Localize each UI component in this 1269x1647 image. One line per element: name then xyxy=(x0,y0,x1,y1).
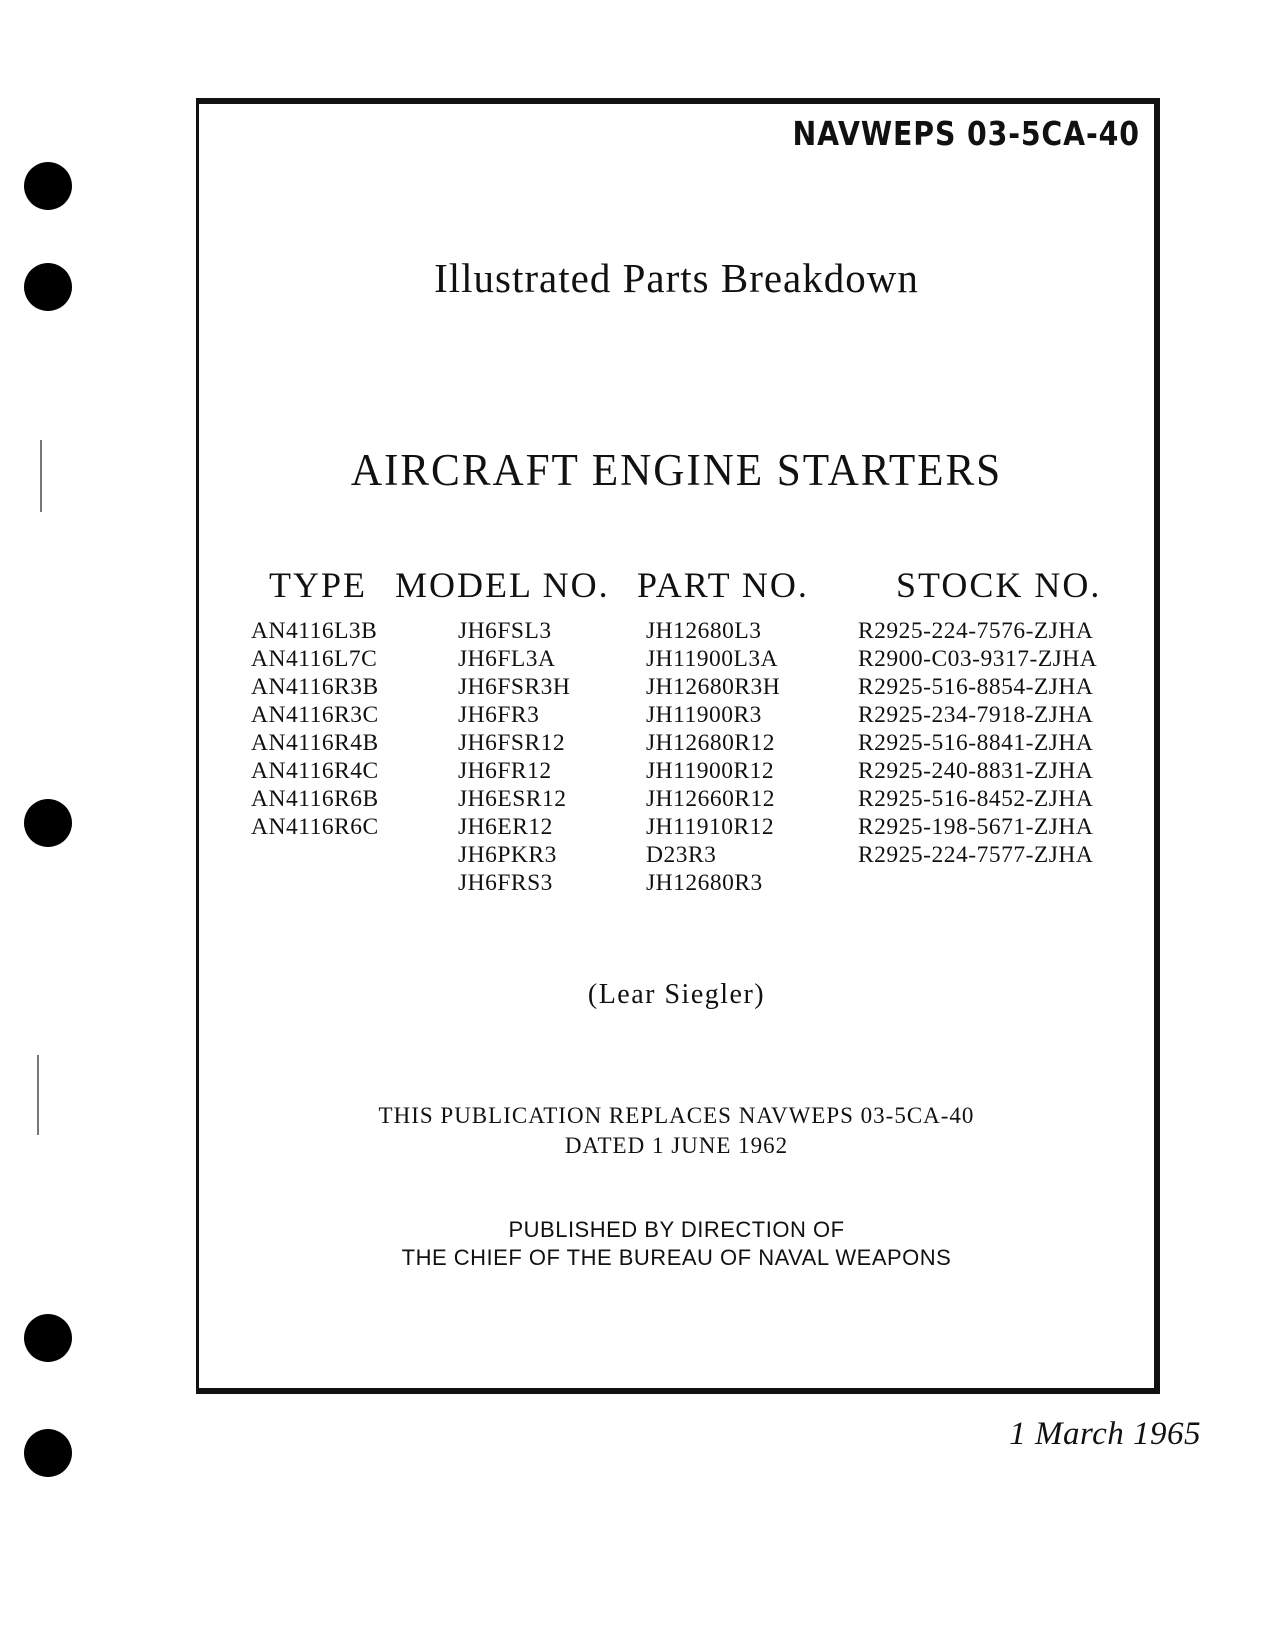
table-cell: AN4116L7C xyxy=(251,646,378,672)
table-cell: AN4116R6C xyxy=(251,814,379,840)
header-model-no: MODEL NO. xyxy=(395,565,610,605)
table-cell: R2925-224-7576-ZJHA xyxy=(858,618,1094,644)
table-cell: AN4116R3B xyxy=(251,674,379,700)
table-cell: AN4116R4B xyxy=(251,730,379,756)
document-title: AIRCRAFT ENGINE STARTERS xyxy=(350,445,1003,495)
table-cell: JH6FL3A xyxy=(458,646,556,672)
table-cell: JH11900R12 xyxy=(646,758,775,784)
header-stock-no: STOCK NO. xyxy=(896,565,1102,605)
table-cell: R2925-198-5671-ZJHA xyxy=(858,814,1094,840)
table-cell: AN4116R4C xyxy=(251,758,379,784)
binder-hole xyxy=(24,1314,72,1362)
stock-column xyxy=(858,617,1097,869)
table-cell: JH12680R12 xyxy=(646,730,776,756)
table-cell: JH6ER12 xyxy=(458,814,553,840)
publisher-line: THE CHIEF OF THE BUREAU OF NAVAL WEAPONS xyxy=(401,1245,952,1270)
supersedes-notice xyxy=(199,1101,1154,1161)
binder-hole xyxy=(24,799,72,847)
table-cell: JH12660R12 xyxy=(646,786,776,812)
issue-date: 1 March 1965 xyxy=(1009,1416,1201,1452)
table-cell: R2925-516-8841-ZJHA xyxy=(858,730,1094,756)
supersedes-line: THIS PUBLICATION REPLACES NAVWEPS 03-5CA-40 xyxy=(378,1103,975,1128)
publisher-notice xyxy=(199,1216,1154,1272)
document-number: NAVWEPS 03-5CA-40 xyxy=(792,114,1140,153)
table-cell: R2925-516-8452-ZJHA xyxy=(858,786,1094,812)
part-column xyxy=(646,617,780,897)
table-cell: JH6FR12 xyxy=(458,758,552,784)
title-page-frame xyxy=(196,98,1160,1394)
header-type: TYPE xyxy=(269,565,367,605)
type-column xyxy=(251,617,379,841)
table-cell: JH12680R3 xyxy=(646,870,763,896)
binder-hole xyxy=(24,263,72,311)
table-cell: JH6FSR3H xyxy=(458,674,571,700)
binder-hole xyxy=(24,162,72,210)
scan-mark xyxy=(40,440,42,512)
table-cell: JH11900R3 xyxy=(646,702,762,728)
document-type: Illustrated Parts Breakdown xyxy=(434,255,919,301)
table-cell: R2925-224-7577-ZJHA xyxy=(858,842,1094,868)
table-cell: JH11900L3A xyxy=(646,646,779,672)
table-cell: R2925-240-8831-ZJHA xyxy=(858,758,1094,784)
manufacturer: (Lear Siegler) xyxy=(587,979,766,1010)
table-cell: JH6ESR12 xyxy=(458,786,567,812)
model-column xyxy=(458,617,570,897)
table-cell: AN4116R6B xyxy=(251,786,379,812)
table-cell: D23R3 xyxy=(646,842,717,868)
scan-mark xyxy=(37,1055,39,1135)
table-cell: JH6FRS3 xyxy=(458,870,553,896)
table-cell: JH11910R12 xyxy=(646,814,775,840)
table-cell: JH6FSL3 xyxy=(458,618,552,644)
table-cell: JH6FSR12 xyxy=(458,730,566,756)
table-cell: R2925-234-7918-ZJHA xyxy=(858,702,1094,728)
table-cell: JH6PKR3 xyxy=(458,842,557,868)
table-cell: R2925-516-8854-ZJHA xyxy=(858,674,1094,700)
table-cell: JH12680R3H xyxy=(646,674,781,700)
supersedes-line: DATED 1 JUNE 1962 xyxy=(564,1133,789,1158)
table-cell: AN4116R3C xyxy=(251,702,379,728)
table-cell: JH12680L3 xyxy=(646,618,762,644)
header-part-no: PART NO. xyxy=(637,565,809,605)
table-cell: AN4116L3B xyxy=(251,618,378,644)
table-cell: JH6FR3 xyxy=(458,702,540,728)
binder-hole xyxy=(24,1429,72,1477)
table-cell: R2900-C03-9317-ZJHA xyxy=(858,646,1098,672)
publisher-line: PUBLISHED BY DIRECTION OF xyxy=(508,1217,845,1242)
